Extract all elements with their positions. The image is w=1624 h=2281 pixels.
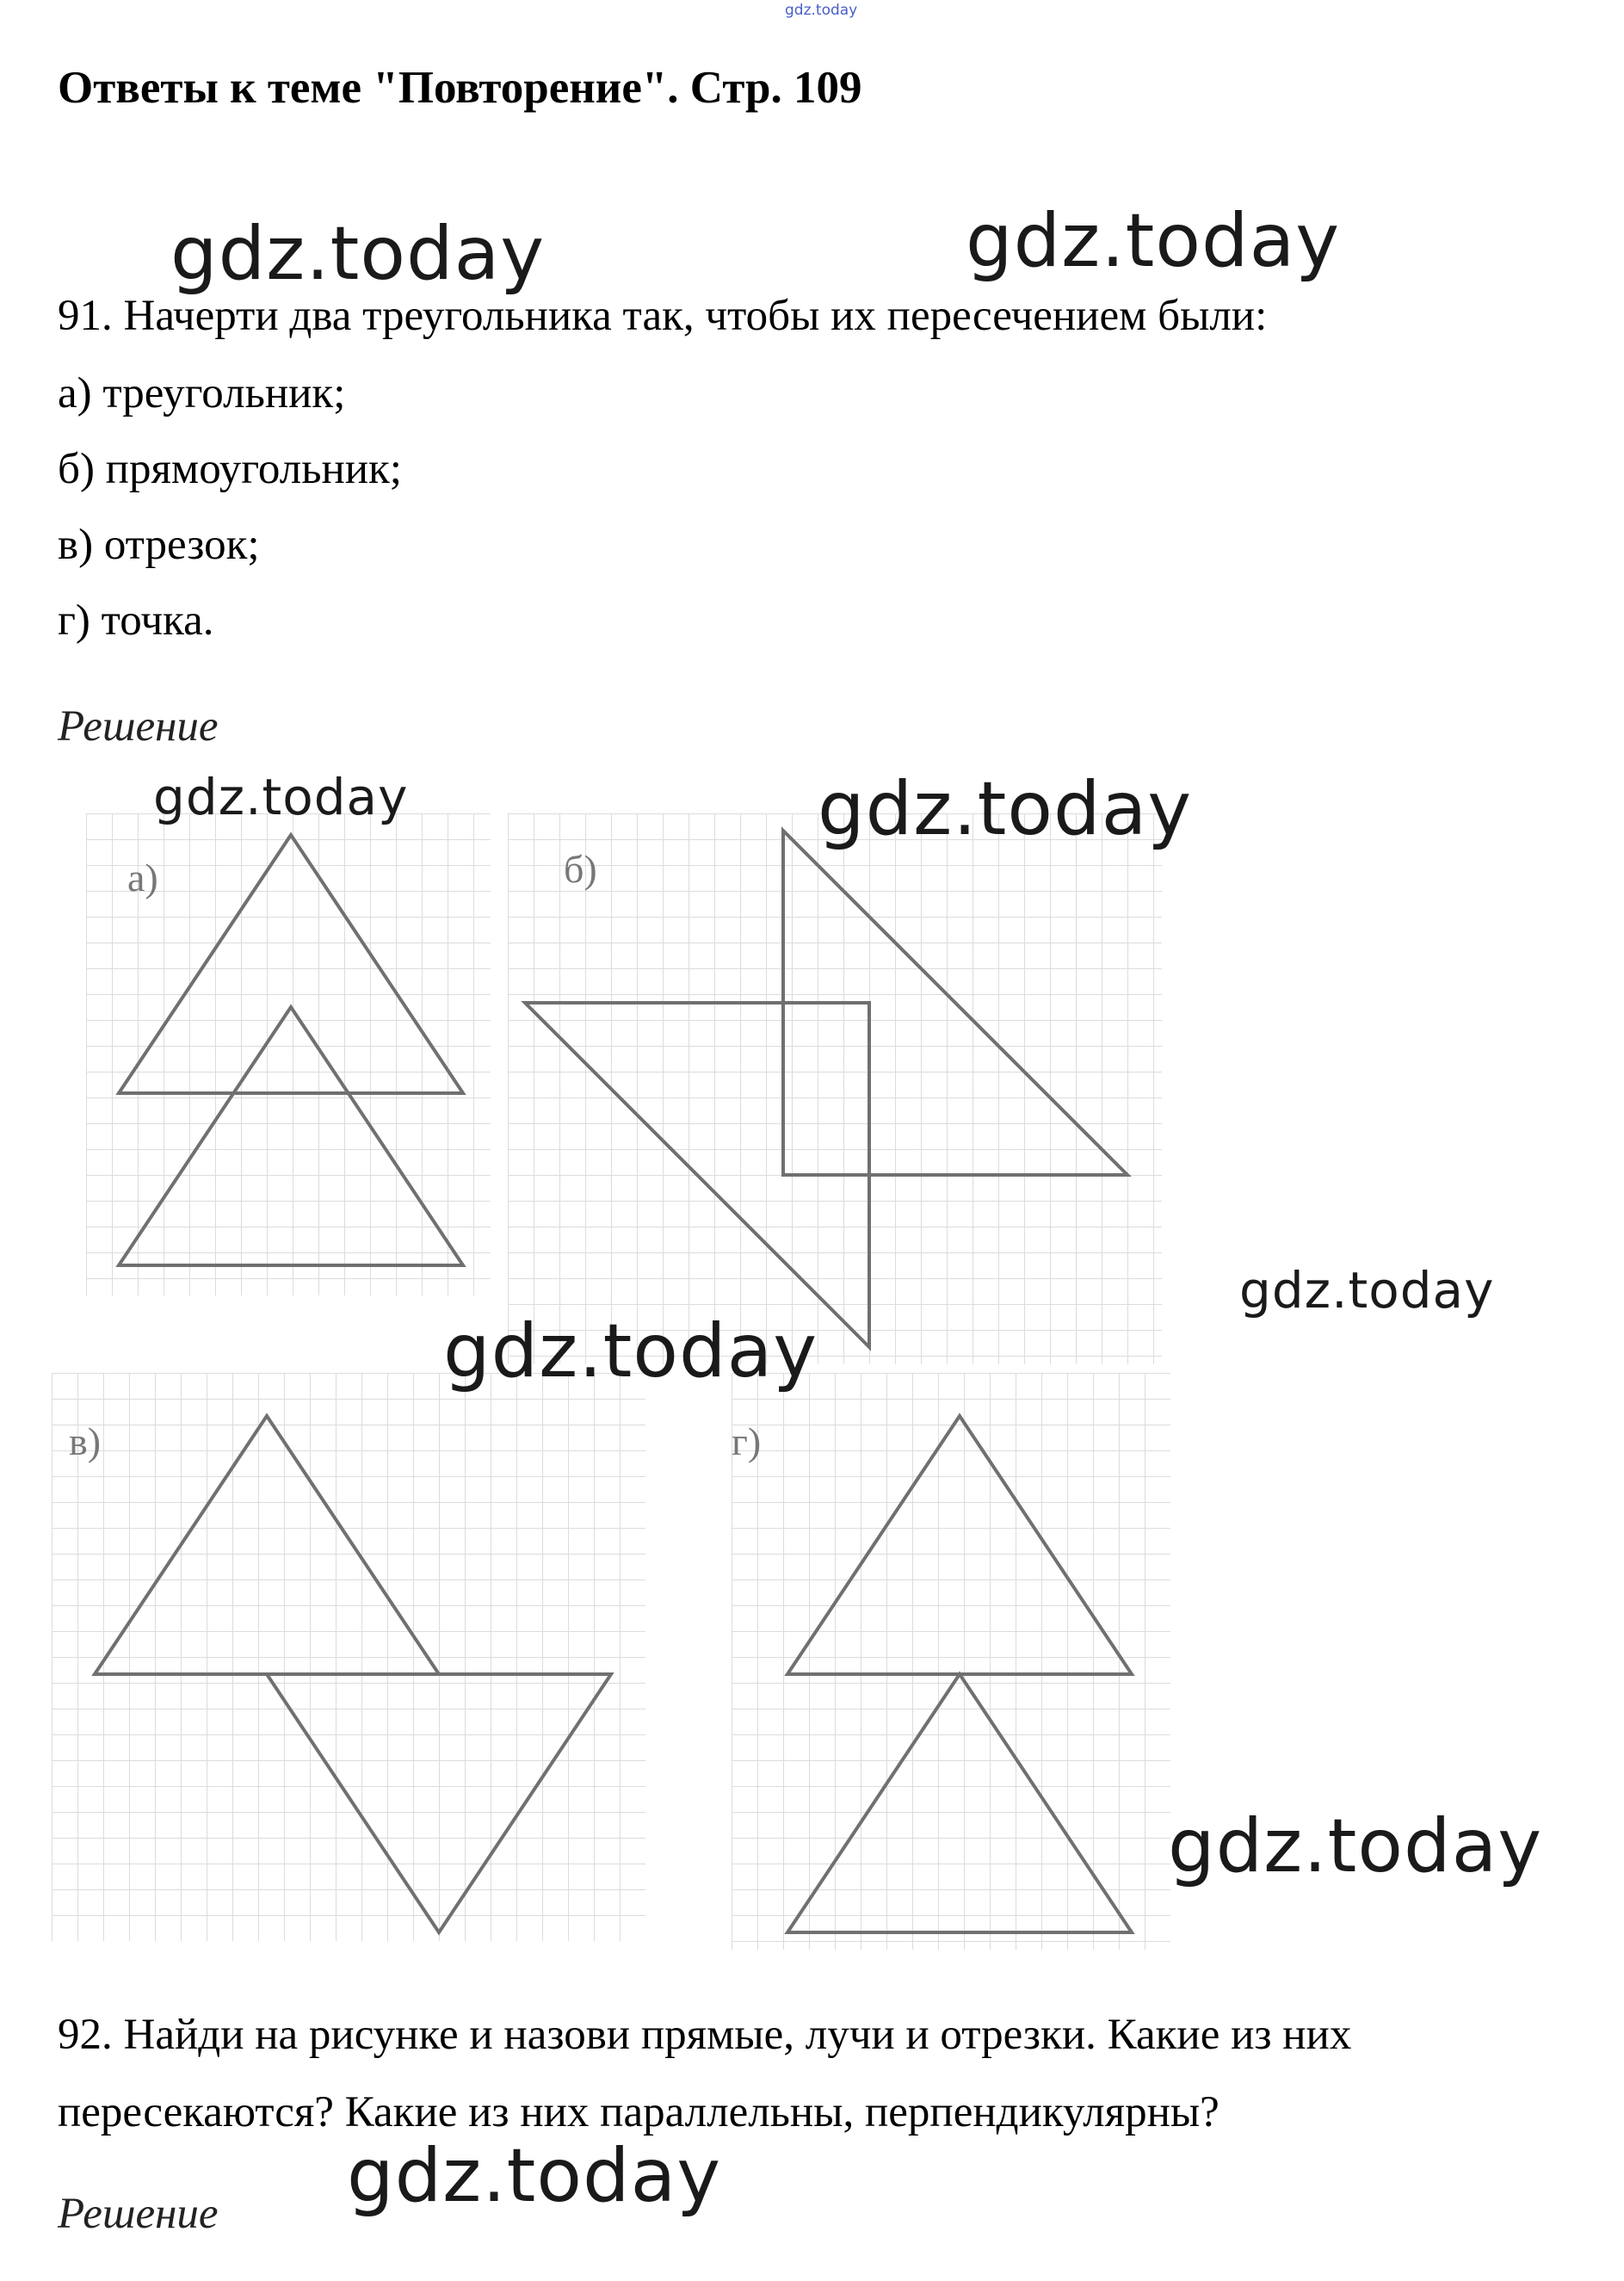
task91-item-g: г) точка. [58, 597, 214, 645]
watermark: gdz.today [1239, 1261, 1495, 1320]
figure-b-label: б) [564, 847, 597, 891]
watermark: gdz.today [1168, 1803, 1543, 1889]
figure-v-label: в) [69, 1419, 102, 1463]
page-title: Ответы к теме "Повторение". Стр. 109 [58, 63, 862, 113]
task91-solution-label: Решение [58, 702, 219, 751]
figure-v [52, 1373, 645, 1941]
figure-g [732, 1373, 1170, 1950]
watermark: gdz.today [818, 766, 1193, 852]
figure-b [508, 813, 1162, 1364]
figure-g-label: г) [732, 1419, 762, 1463]
header-watermark: gdz.today [785, 2, 858, 19]
grid-background [508, 813, 1162, 1364]
task92-solution-label: Решение [58, 2190, 219, 2238]
task91-question: 91. Начерти два треугольника так, чтобы их пересечением были: [58, 292, 1268, 340]
watermark: gdz.today [966, 198, 1341, 284]
task92-text-line1: 92. Найди на рисунке и назови прямые, лучи и отрезки. Какие из них [58, 2011, 1352, 2059]
task91-item-a: а) треугольник; [58, 369, 346, 417]
task91-item-v: в) отрезок; [58, 521, 260, 569]
watermark: gdz.today [347, 2133, 722, 2219]
watermark: gdz.today [170, 211, 546, 297]
figure-a [86, 813, 491, 1295]
task92-text-line2: пересекаются? Какие из них параллельны, перпендикулярны? [58, 2088, 1220, 2136]
grid-background [52, 1373, 645, 1941]
task91-item-b: б) прямоугольник; [58, 445, 402, 493]
watermark: gdz.today [153, 768, 409, 826]
watermark: gdz.today [443, 1308, 818, 1394]
figure-a-label: а) [127, 856, 158, 899]
